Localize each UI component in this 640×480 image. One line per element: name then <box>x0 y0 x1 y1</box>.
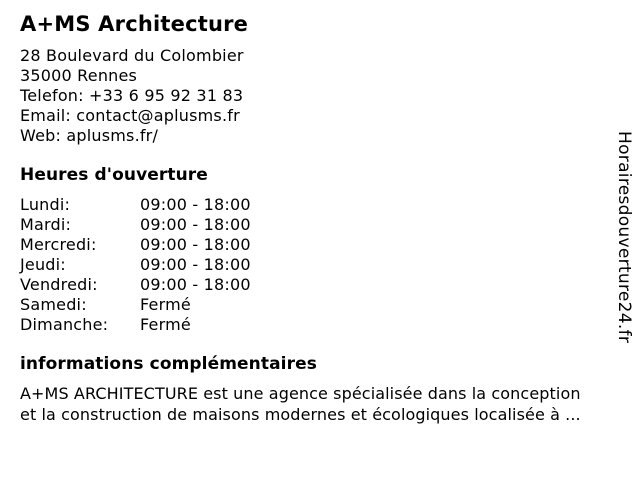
address-line-city: 35000 Rennes <box>20 66 138 85</box>
description-line: et la construction de maisons modernes et écologiques localisée à ... <box>20 404 581 424</box>
day-label: Samedi: <box>20 295 87 314</box>
hours-row <box>20 255 251 275</box>
site-watermark: Horairesdouverture24.fr <box>614 131 634 344</box>
additional-info-heading: informations complémentaires <box>20 354 317 374</box>
day-hours: Fermé <box>140 315 191 334</box>
day-hours: Fermé <box>140 295 191 314</box>
day-label: Dimanche: <box>20 315 109 334</box>
opening-hours-table <box>20 195 251 335</box>
hours-row <box>20 215 251 235</box>
hours-row <box>20 275 251 295</box>
address-line-street: 28 Boulevard du Colombier <box>20 46 244 65</box>
opening-hours-heading: Heures d'ouverture <box>20 165 208 185</box>
contact-info <box>20 46 640 146</box>
hours-row <box>20 195 251 215</box>
day-label: Lundi: <box>20 195 71 214</box>
hours-row <box>20 315 251 335</box>
day-label: Vendredi: <box>20 275 98 294</box>
website-line: Web: aplusms.fr/ <box>20 126 159 145</box>
day-label: Jeudi: <box>20 255 66 274</box>
hours-row <box>20 295 251 315</box>
day-hours: 09:00 - 18:00 <box>140 235 251 254</box>
day-label: Mardi: <box>20 215 72 234</box>
day-hours: 09:00 - 18:00 <box>140 215 251 234</box>
description-line: A+MS ARCHITECTURE est une agence spécialisée dans la conception <box>20 384 581 403</box>
hours-row <box>20 235 251 255</box>
day-hours: 09:00 - 18:00 <box>140 275 251 294</box>
day-hours: 09:00 - 18:00 <box>140 255 251 274</box>
day-label: Mercredi: <box>20 235 97 254</box>
business-description <box>20 384 640 425</box>
day-hours: 09:00 - 18:00 <box>140 195 251 214</box>
email-line: Email: contact@aplusms.fr <box>20 106 240 125</box>
phone-line: Telefon: +33 6 95 92 31 83 <box>20 86 244 105</box>
page-title: A+MS Architecture <box>20 12 249 36</box>
